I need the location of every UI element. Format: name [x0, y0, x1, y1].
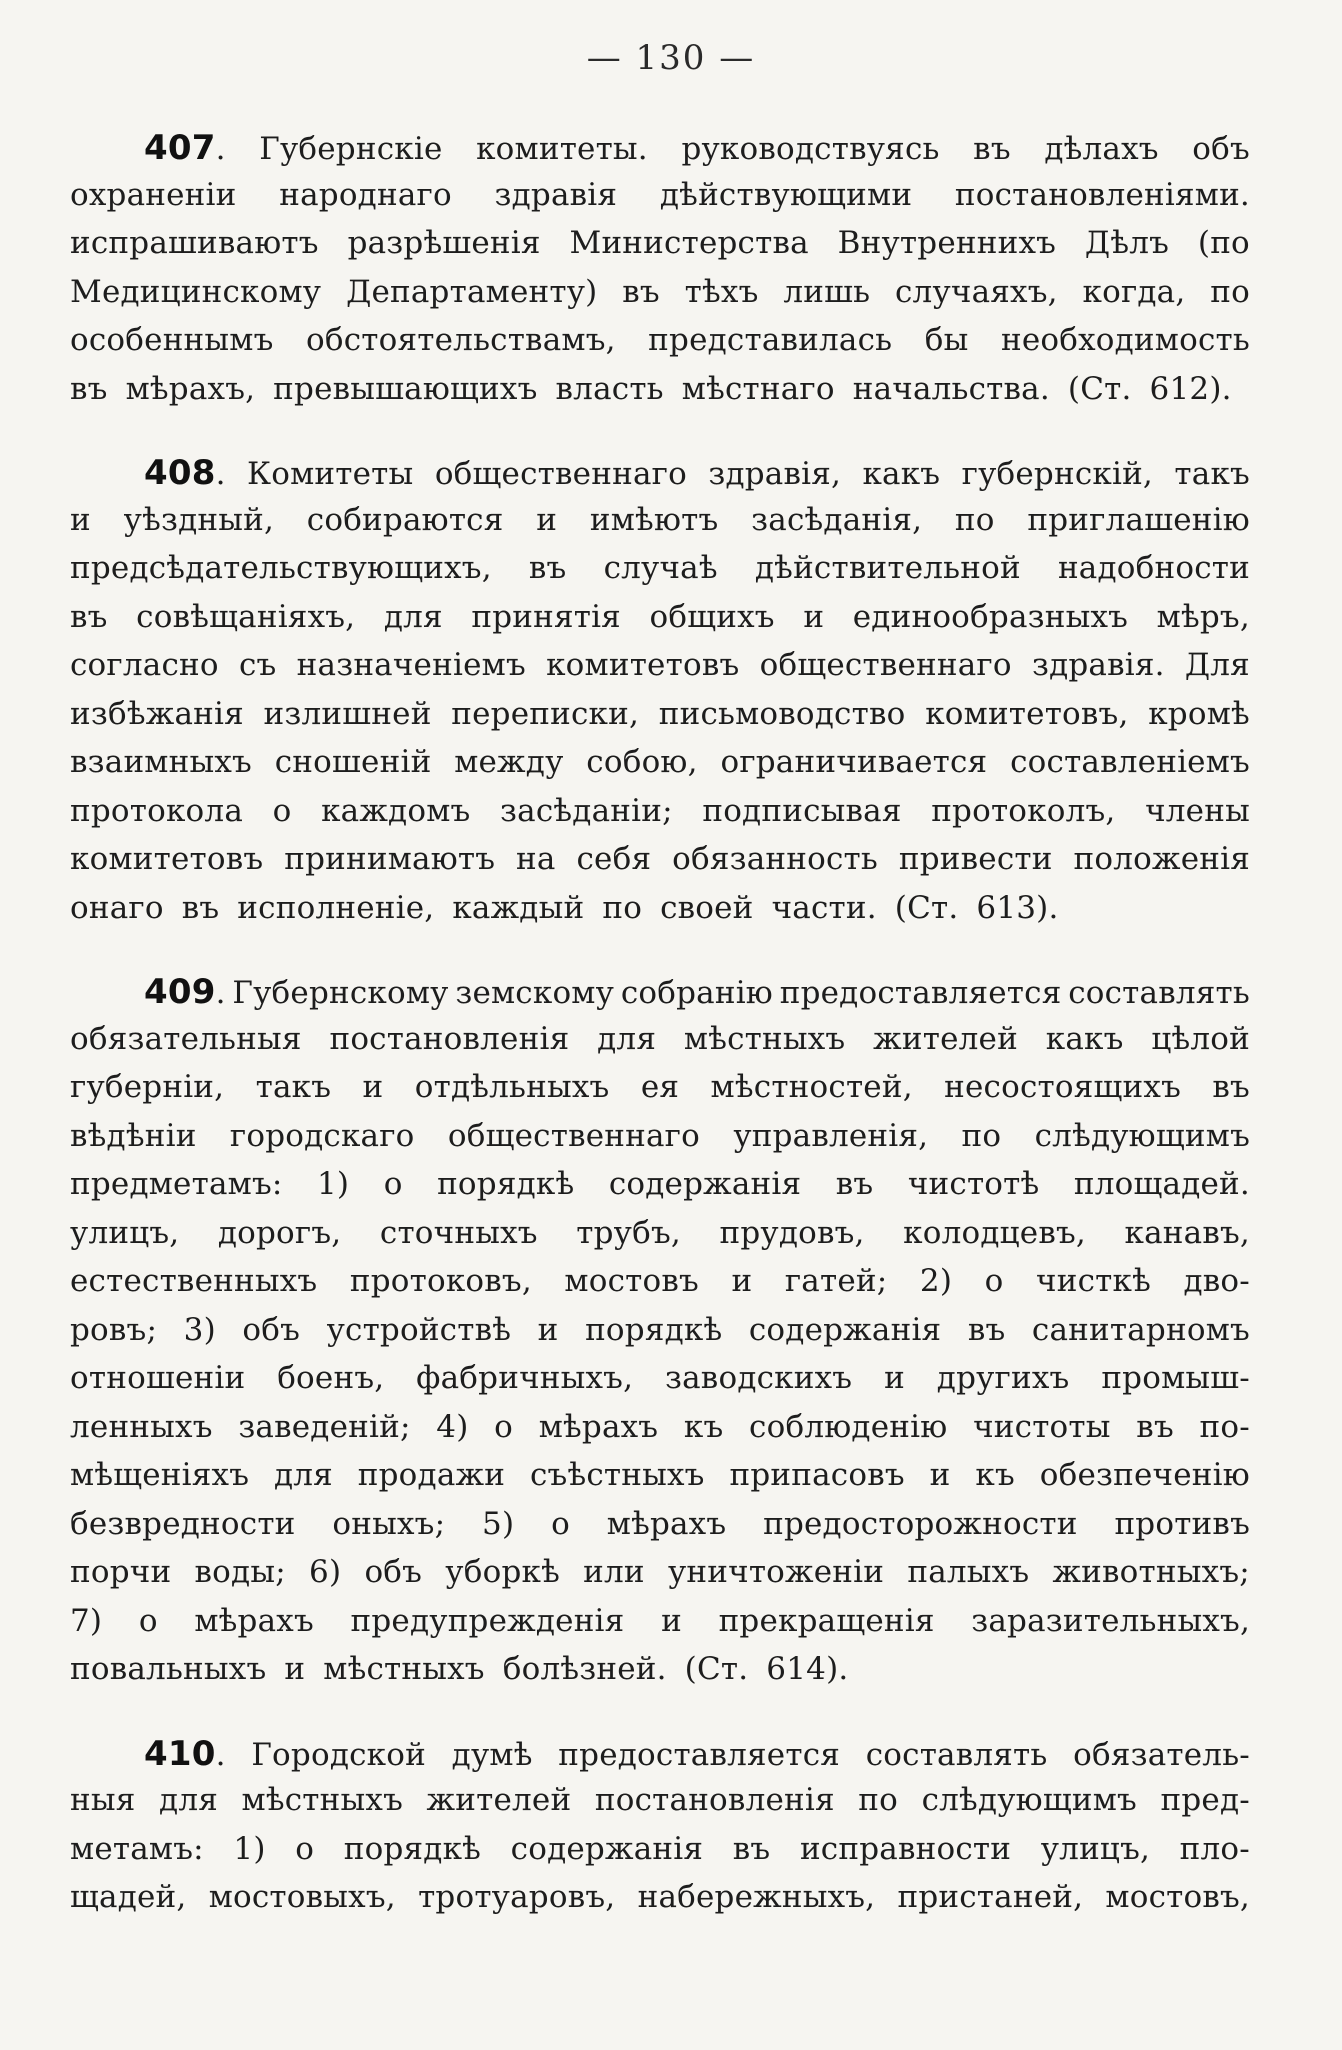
word: (Ст. [1067, 370, 1132, 407]
word: исполненіе, [237, 889, 435, 926]
article-408 [70, 453, 1250, 938]
word: обстоятельствамъ, [306, 322, 616, 358]
article-line [70, 1879, 1250, 1928]
word: обязательныя [70, 1020, 302, 1057]
word: привести [898, 841, 1053, 877]
word: Губернскіе [259, 131, 443, 167]
word: о [138, 1602, 158, 1639]
word: городскаго [229, 1117, 415, 1154]
word: Комитеты [247, 456, 414, 492]
word: превышающихъ [273, 370, 538, 407]
article-line [70, 1312, 1250, 1361]
article-line [70, 1603, 1250, 1652]
word: уничтоженіи [667, 1554, 885, 1590]
word: порчи [70, 1554, 172, 1590]
word: комитеты. [476, 131, 648, 167]
article-line [70, 1734, 1250, 1783]
word: и [362, 1069, 384, 1105]
word: постановленія [594, 1782, 835, 1818]
word: и [731, 1263, 753, 1299]
word: особеннымъ [70, 322, 274, 358]
word: боенъ, [277, 1360, 385, 1396]
article-line [70, 371, 1250, 420]
article-number-lead: 407. [144, 128, 226, 168]
word: болѣзней. [502, 1651, 667, 1687]
word: онаго [70, 889, 164, 926]
word: себя [576, 841, 652, 877]
word: отношеніи [70, 1360, 246, 1396]
page-number: — 130 — [586, 38, 756, 78]
word: чистотѣ [907, 1166, 1040, 1202]
word: предоставляется [779, 975, 1062, 1011]
word: къ [975, 1457, 1015, 1493]
word: или [583, 1554, 645, 1590]
word: о [383, 1166, 403, 1202]
article-line [70, 1021, 1250, 1070]
article-line [70, 1651, 1250, 1700]
word: продажи [357, 1457, 506, 1493]
word: согласно [70, 647, 219, 683]
word: ныя [70, 1782, 136, 1818]
word: и [536, 501, 558, 538]
word: мѣрахъ [606, 1505, 727, 1542]
word: слѣдующимъ [921, 1782, 1137, 1818]
word: составлять [865, 1736, 1048, 1773]
article-line [70, 1457, 1250, 1506]
word: общественнаго [447, 1117, 700, 1154]
word: и [884, 1360, 905, 1396]
word: охраненіи [70, 176, 237, 213]
word: составленіемъ [1010, 744, 1250, 780]
word: какъ [1045, 1020, 1124, 1057]
article-line [70, 502, 1250, 551]
word: здравія [494, 176, 618, 213]
word: приглашенію [1027, 501, 1250, 538]
word: ея [640, 1069, 680, 1105]
word: мѣстностей, [710, 1069, 913, 1105]
article-line [70, 972, 1250, 1021]
word: о [295, 1830, 315, 1867]
word: мѣстныхъ [683, 1020, 846, 1057]
word: заведеній; [238, 1408, 411, 1445]
word: пред- [1160, 1782, 1250, 1818]
word: каждомъ [321, 792, 471, 829]
word: земскому [455, 975, 615, 1011]
word: по [1210, 273, 1250, 310]
word: управленія, [733, 1117, 929, 1154]
word: содержанія [608, 1166, 802, 1202]
word: по [602, 889, 643, 926]
word: предсѣдательствующихъ, [70, 550, 492, 586]
article-line [70, 1263, 1250, 1312]
word: здравія, [708, 456, 842, 492]
word: 5) [482, 1505, 515, 1542]
word: въ [622, 273, 660, 310]
word: губернскій, [961, 456, 1153, 492]
word: предметамъ: [70, 1166, 283, 1202]
article-line [70, 177, 1250, 226]
word: мѣръ, [1156, 598, 1250, 635]
word: повальныхъ [70, 1651, 267, 1687]
word: испрашиваютъ [70, 225, 319, 261]
article-line [70, 322, 1250, 371]
word: животныхъ; [1052, 1554, 1250, 1590]
word: 612). [1149, 370, 1232, 407]
word: прудовъ, [719, 1214, 865, 1251]
word: объ [242, 1311, 301, 1348]
word: по- [1199, 1408, 1250, 1445]
word: имѣютъ [589, 501, 719, 538]
word: объ [1192, 131, 1250, 167]
article-line [70, 1118, 1250, 1167]
word: о [551, 1505, 570, 1542]
article-line [70, 696, 1250, 745]
word: 1) [317, 1166, 350, 1202]
word: заразительныхъ, [971, 1602, 1250, 1639]
article-line [70, 1782, 1250, 1831]
word: заводскихъ [665, 1360, 853, 1396]
word: мостовыхъ, [208, 1879, 396, 1915]
word: между [454, 744, 564, 780]
word: метамъ: [70, 1830, 204, 1867]
word: для [383, 598, 443, 635]
word: канавъ, [1124, 1214, 1250, 1251]
word: промыш- [1101, 1360, 1250, 1396]
word: (Ст. [894, 889, 959, 926]
word: Для [1184, 647, 1250, 683]
word: дѣйствующими [659, 176, 913, 213]
word: набережныхъ, [637, 1879, 876, 1915]
word: подписывая [702, 792, 902, 829]
word: мѣстнаго [681, 370, 835, 407]
word: сточныхъ [379, 1214, 538, 1251]
word: уборкѣ [445, 1554, 560, 1590]
article-407 [70, 128, 1250, 419]
word: въ [732, 1830, 771, 1867]
word: обезпеченію [1039, 1457, 1250, 1493]
word: устройствѣ [326, 1311, 512, 1348]
word: предоставляется [558, 1736, 841, 1773]
word: объ [364, 1554, 423, 1590]
word: обязанность [672, 841, 878, 877]
word: содержанія [510, 1830, 704, 1867]
word: губерніи, [70, 1069, 225, 1105]
word: щадей, [70, 1879, 187, 1915]
word: другихъ [936, 1360, 1070, 1396]
word: (по [1197, 225, 1250, 261]
word: лишь [783, 273, 871, 310]
word: улицъ, [1040, 1830, 1151, 1867]
word: жителей [873, 1020, 1018, 1057]
word: положенія [1073, 841, 1250, 877]
word: Медицинскому [70, 273, 322, 310]
word: для [159, 1782, 218, 1818]
word: представилась [648, 322, 893, 358]
article-number-lead: 409. [144, 972, 226, 1012]
word: соблюденію [749, 1408, 948, 1445]
word: такъ [255, 1069, 332, 1105]
word: единообразныхъ [852, 598, 1129, 635]
word: случаяхъ, [894, 273, 1058, 310]
word: мѣстныхъ [241, 1782, 403, 1818]
word: засѣданіи; [500, 792, 673, 829]
article-number: 410 [144, 1733, 216, 1774]
word: такъ [1174, 456, 1250, 492]
word: дво- [1183, 1263, 1250, 1299]
word: дѣлахъ [1044, 131, 1159, 167]
word: естественныхъ [70, 1263, 318, 1299]
word: уѣздный, [123, 501, 275, 538]
word: Внутреннихъ [837, 225, 1057, 261]
word: безвредности [70, 1505, 296, 1542]
word: противъ [1114, 1505, 1250, 1542]
word: въ [1212, 1069, 1250, 1105]
word: постановленія [329, 1020, 570, 1057]
word: воды; [194, 1554, 286, 1590]
word: дѣйствительной [754, 550, 1021, 586]
word: ровъ; [70, 1311, 158, 1348]
article-line [70, 1409, 1250, 1458]
article-line [70, 890, 1250, 939]
word: въ [70, 370, 108, 407]
word: по [858, 1782, 899, 1818]
article-line [70, 1069, 1250, 1118]
word: о [984, 1263, 1004, 1299]
word: по [961, 1117, 1002, 1154]
word: члены [1145, 792, 1250, 829]
word: порядкѣ [437, 1166, 575, 1202]
word: Департаменту) [346, 273, 598, 310]
word: въ [181, 889, 220, 926]
word: ограничивается [720, 744, 988, 780]
word: части. [771, 889, 877, 926]
article-line [70, 550, 1250, 599]
article-line [70, 1360, 1250, 1409]
word: излишней [263, 695, 432, 732]
word: для [273, 1457, 333, 1493]
word: надобности [1057, 550, 1250, 586]
word: и [284, 1651, 306, 1687]
word: гатей; [784, 1263, 888, 1299]
word: 6) [309, 1554, 342, 1590]
word: пристаней, [897, 1879, 1084, 1915]
article-line [70, 599, 1250, 648]
word: исправности [799, 1830, 1012, 1867]
word: палыхъ [907, 1554, 1030, 1590]
word: составлять [1068, 975, 1250, 1011]
article-number: 407 [144, 128, 216, 168]
word: 1) [233, 1830, 266, 1867]
word: общественнаго [759, 647, 1012, 683]
word: мѣрахъ [538, 1408, 659, 1445]
word: Губернскому [232, 975, 449, 1011]
word: 7) [70, 1602, 103, 1639]
article-line [70, 841, 1250, 890]
word: протоковъ, [349, 1263, 532, 1299]
word: разрѣшенія [347, 225, 541, 261]
word: кромѣ [1148, 695, 1250, 732]
article-number: 408 [144, 453, 216, 493]
word: порядкѣ [343, 1830, 482, 1867]
word: слѣдующимъ [1034, 1117, 1250, 1154]
word: Министерства [569, 225, 809, 261]
word: принятія [471, 598, 621, 635]
word: Дѣлъ [1084, 225, 1170, 261]
word: площадей. [1073, 1166, 1250, 1202]
article-line [70, 1166, 1250, 1215]
word: въ [70, 598, 108, 635]
word: и [803, 598, 825, 635]
word: мѣрахъ [194, 1602, 314, 1639]
word: взаимныхъ [70, 744, 252, 780]
word: 2) [919, 1263, 953, 1299]
word: для [597, 1020, 657, 1057]
word: ленныхъ [70, 1408, 213, 1445]
word: когда, [1082, 273, 1186, 310]
word: бы [924, 322, 969, 358]
word: засѣданія, [751, 501, 923, 538]
word: и [70, 501, 91, 538]
word: мостовъ, [1105, 1879, 1250, 1915]
word: улицъ, [70, 1214, 180, 1251]
word: мѣрахъ, [125, 370, 256, 407]
article-number: 409 [144, 972, 216, 1012]
word: прекращенія [718, 1602, 935, 1639]
word: предосторожности [763, 1505, 1078, 1542]
word: вѣдѣніи [70, 1117, 197, 1154]
word: принимаютъ [284, 841, 496, 877]
word: сношеній [274, 744, 432, 780]
word: мостовъ [564, 1263, 699, 1299]
word: порядкѣ [585, 1311, 723, 1348]
article-409 [70, 972, 1250, 1700]
word: комитетовъ, [925, 695, 1129, 732]
word: въ [835, 1166, 874, 1202]
word: фабричныхъ, [416, 1360, 634, 1396]
word: совѣщаніяхъ, [136, 598, 356, 635]
article-line [70, 128, 1250, 177]
word: народнаго [279, 176, 452, 213]
word: руководствуясь [681, 131, 940, 167]
word: мѣстныхъ [323, 1651, 485, 1687]
word: мѣщеніяхъ [70, 1457, 250, 1493]
word: постановленіями. [954, 176, 1250, 213]
word: общихъ [649, 598, 775, 635]
word: какъ [862, 456, 941, 492]
word: начальства. [852, 370, 1050, 407]
word: по [954, 501, 995, 538]
word: и [929, 1457, 951, 1493]
word: собираются [306, 501, 504, 538]
article-line [70, 793, 1250, 842]
word: избѣжанія [70, 695, 244, 732]
word: собою, [586, 744, 698, 780]
word: въ [528, 550, 567, 586]
word: письмоводство [658, 695, 906, 732]
article-number-lead: 408. [144, 453, 226, 493]
word: цѣлой [1151, 1020, 1250, 1057]
article-line [70, 453, 1250, 502]
word: о [494, 1408, 514, 1445]
article-line [70, 1506, 1250, 1555]
word: колодцевъ, [903, 1214, 1086, 1251]
word: случаѣ [603, 550, 718, 586]
word: на [516, 841, 556, 877]
word: съ [238, 647, 277, 683]
article-line [70, 274, 1250, 323]
article-line [70, 1554, 1250, 1603]
word: чисткѣ [1036, 1263, 1151, 1299]
word: тѣхъ [684, 273, 759, 310]
word: отдѣльныхъ [414, 1069, 610, 1105]
word: припасовъ [729, 1457, 905, 1493]
word: (Ст. [684, 1651, 749, 1687]
word: здравія. [1031, 647, 1165, 683]
word: оныхъ; [332, 1505, 446, 1542]
word: власть [555, 370, 664, 407]
word: комитетовъ [70, 841, 264, 877]
word: трубъ, [576, 1214, 681, 1251]
word: предупрежденія [350, 1602, 625, 1639]
word: о [272, 792, 292, 829]
word: пло- [1179, 1830, 1250, 1867]
article-410 [70, 1734, 1250, 1928]
article-line [70, 647, 1250, 696]
word: и [661, 1602, 682, 1639]
word: тротуаровъ, [418, 1879, 616, 1915]
article-number-lead: 410. [144, 1733, 226, 1774]
word: содержанія [748, 1311, 942, 1348]
article-line [70, 225, 1250, 274]
word: несостоящихъ [944, 1069, 1181, 1105]
word: собранію [620, 975, 773, 1011]
article-line [70, 1215, 1250, 1264]
word: и [537, 1311, 559, 1348]
page-content [70, 128, 1250, 1962]
article-line [70, 744, 1250, 793]
word: 4) [436, 1408, 469, 1445]
word: чистоты [973, 1408, 1111, 1445]
word: думѣ [451, 1736, 533, 1773]
word: каждый [452, 889, 585, 926]
word: обязатель- [1073, 1736, 1250, 1773]
word: общественнаго [434, 456, 687, 492]
word: 614). [766, 1651, 849, 1687]
word: 3) [183, 1311, 216, 1348]
word: назначеніемъ [296, 647, 526, 683]
word: въ [967, 1311, 1006, 1348]
word: къ [683, 1408, 724, 1445]
word: своей [660, 889, 754, 926]
word: необходимость [1000, 322, 1250, 358]
word: 613). [976, 889, 1059, 926]
word: дорогъ, [217, 1214, 342, 1251]
word: санитарномъ [1031, 1311, 1250, 1348]
word: съѣстныхъ [529, 1457, 705, 1493]
word: протокола [70, 792, 243, 829]
article-line [70, 1831, 1250, 1880]
word: жителей [426, 1782, 572, 1818]
word: протоколъ, [931, 792, 1116, 829]
word: комитетовъ [546, 647, 740, 683]
word: въ [973, 131, 1011, 167]
word: переписки, [451, 695, 640, 732]
word: въ [1136, 1408, 1174, 1445]
word: Городской [251, 1736, 426, 1773]
